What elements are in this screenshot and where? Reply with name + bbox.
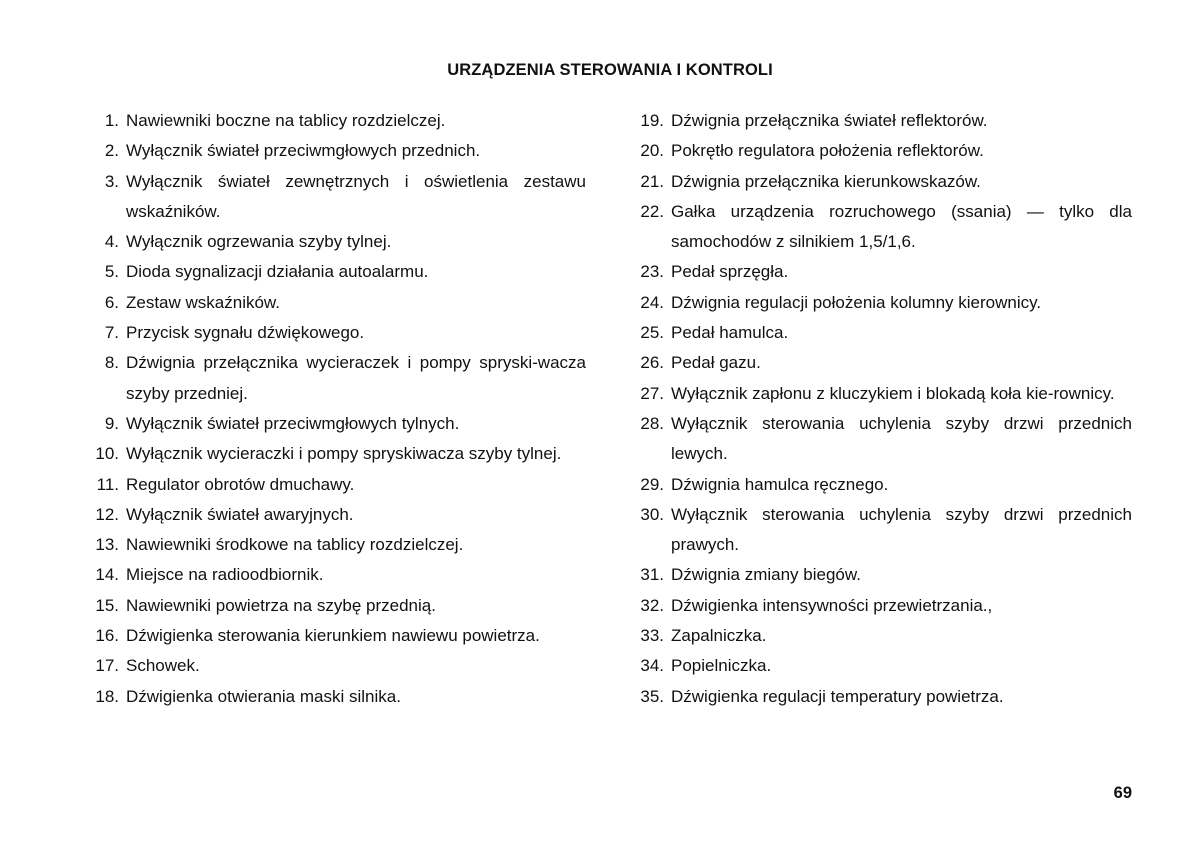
item-number: 10.: [95, 444, 119, 464]
item-number: 30.: [640, 504, 664, 524]
item-number: 9.: [104, 413, 119, 433]
item-text: Dźwignia przełącznika świateł reflektorów.: [671, 111, 988, 130]
item-text: Nawiewniki boczne na tablicy rozdzielczej.: [126, 111, 446, 130]
item-number: 14.: [95, 565, 119, 585]
list-item: [633, 136, 1132, 166]
list-item: [88, 500, 586, 530]
item-number: 29.: [640, 474, 664, 494]
item-text: Dioda sygnalizacji działania autoalarmu.: [126, 262, 429, 282]
item-number: 34.: [640, 656, 664, 676]
item-text: Zestaw wskaźników.: [126, 292, 280, 312]
list-item: [633, 288, 1132, 318]
item-number: 22.: [640, 201, 664, 221]
list-item: [88, 651, 586, 681]
item-text: Wyłącznik sterowania uchylenia szyby drzwi przednich lewych.: [671, 413, 1132, 464]
list-item: [633, 500, 1132, 561]
item-text: Zapalniczka.: [671, 626, 767, 646]
list-item: [633, 409, 1132, 470]
item-text: Wyłącznik świateł zewnętrznych i oświetlenia zestawu wskaźników.: [126, 171, 586, 221]
item-number: 33.: [640, 626, 664, 646]
item-text: Pokrętło regulatora położenia reflektorów.: [671, 141, 984, 161]
item-text: Dźwigienka sterowania kierunkiem nawiewu powietrza.: [126, 626, 540, 646]
list-item: [88, 682, 586, 712]
item-number: 7.: [104, 323, 119, 343]
item-text: Dźwigienka regulacji temperatury powietrza.: [671, 686, 1004, 706]
list-item: [633, 621, 1132, 651]
item-number: 21.: [640, 171, 664, 191]
item-number: 17.: [95, 656, 119, 676]
list-item: [88, 136, 586, 166]
item-text: Nawiewniki środkowe na tablicy rozdzielczej.: [126, 535, 464, 555]
item-number: 23.: [640, 262, 664, 282]
item-number: 24.: [640, 292, 664, 312]
list-item: [633, 106, 1132, 136]
item-text: Nawiewniki powietrza na szybę przednią.: [126, 595, 436, 615]
item-number: 25.: [640, 323, 664, 343]
list-item: [88, 227, 586, 257]
left-item-list: [88, 106, 586, 712]
item-text: Miejsce na radioodbiornik.: [126, 565, 324, 585]
item-text: Popielniczka.: [671, 656, 772, 676]
list-item: [633, 651, 1132, 681]
list-item: [633, 682, 1132, 712]
item-number: 27.: [640, 383, 664, 403]
item-text: Schowek.: [126, 656, 200, 676]
item-text: Pedał sprzęgła.: [671, 262, 789, 282]
list-item: [88, 167, 586, 228]
item-text: Pedał gazu.: [671, 353, 761, 373]
list-item: [88, 439, 586, 469]
item-number: 13.: [95, 535, 119, 555]
item-number: 6.: [104, 292, 119, 312]
list-item: [633, 379, 1132, 409]
list-item: [633, 591, 1132, 621]
item-text: Dźwigienka intensywności przewietrzania.,: [671, 595, 993, 615]
item-number: 12.: [95, 504, 119, 524]
item-text: Dźwignia przełącznika wycieraczek i pompy spryski-wacza szyby przedniej.: [126, 353, 586, 403]
item-text: Wyłącznik sterowania uchylenia szyby drzwi przednich prawych.: [671, 504, 1132, 555]
list-item: [88, 348, 586, 409]
item-text: Regulator obrotów dmuchawy.: [126, 474, 355, 494]
item-number: 26.: [640, 353, 664, 373]
item-text: Gałka urządzenia rozruchowego (ssania) — tylko dla samochodów z silnikiem 1,5/1,6.: [671, 201, 1132, 252]
right-item-list: [633, 106, 1132, 712]
item-text: Przycisk sygnału dźwiękowego.: [126, 323, 365, 343]
item-number: 19.: [640, 111, 664, 130]
list-item: [633, 348, 1132, 378]
item-number: 3.: [104, 171, 119, 191]
list-item: [633, 167, 1132, 197]
item-number: 1.: [104, 111, 119, 130]
item-text: Wyłącznik świateł przeciwmgłowych przednich.: [126, 141, 481, 161]
list-item: [633, 560, 1132, 590]
item-text: Wyłącznik wycieraczki i pompy spryskiwacza szyby tylnej.: [126, 444, 562, 464]
item-text: Dźwigienka otwierania maski silnika.: [126, 686, 401, 706]
item-number: 11.: [96, 474, 119, 494]
list-item: [88, 106, 586, 136]
item-number: 28.: [640, 413, 664, 433]
list-item: [88, 470, 586, 500]
item-number: 18.: [95, 686, 119, 706]
item-text: Wyłącznik ogrzewania szyby tylnej.: [126, 232, 392, 252]
right-column: [633, 106, 1132, 712]
list-item: [88, 409, 586, 439]
item-text: Pedał hamulca.: [671, 323, 789, 343]
item-number: 31.: [640, 565, 664, 585]
item-text: Wyłącznik świateł przeciwmgłowych tylnych.: [126, 413, 460, 433]
page-number: 69: [1113, 784, 1132, 802]
item-number: 5.: [104, 262, 119, 282]
list-item: [633, 318, 1132, 348]
item-text: Dźwignia zmiany biegów.: [671, 565, 861, 585]
list-item: [88, 318, 586, 348]
item-number: 16.: [95, 626, 119, 646]
item-number: 2.: [104, 141, 119, 161]
list-item: [88, 621, 586, 651]
list-item: [633, 257, 1132, 287]
list-item: [88, 257, 586, 287]
item-text: Dźwignia regulacji położenia kolumny kierownicy.: [671, 292, 1042, 312]
page-title: URZĄDZENIA STEROWANIA I KONTROLI: [447, 61, 773, 79]
item-text: Dźwignia przełącznika kierunkowskazów.: [671, 171, 981, 191]
item-text: Wyłącznik świateł awaryjnych.: [126, 504, 354, 524]
item-number: 4.: [104, 232, 119, 252]
list-item: [88, 530, 586, 560]
item-number: 32.: [640, 595, 664, 615]
list-item: [633, 197, 1132, 258]
item-text: Wyłącznik zapłonu z kluczykiem i blokadą koła kie-rownicy.: [671, 383, 1115, 403]
item-number: 15.: [95, 595, 119, 615]
list-item: [633, 470, 1132, 500]
left-column: [88, 106, 586, 712]
list-item: [88, 288, 586, 318]
item-number: 20.: [640, 141, 664, 161]
item-text: Dźwignia hamulca ręcznego.: [671, 474, 889, 494]
list-item: [88, 591, 586, 621]
item-number: 8.: [104, 353, 119, 373]
list-item: [88, 560, 586, 590]
item-number: 35.: [640, 686, 664, 706]
